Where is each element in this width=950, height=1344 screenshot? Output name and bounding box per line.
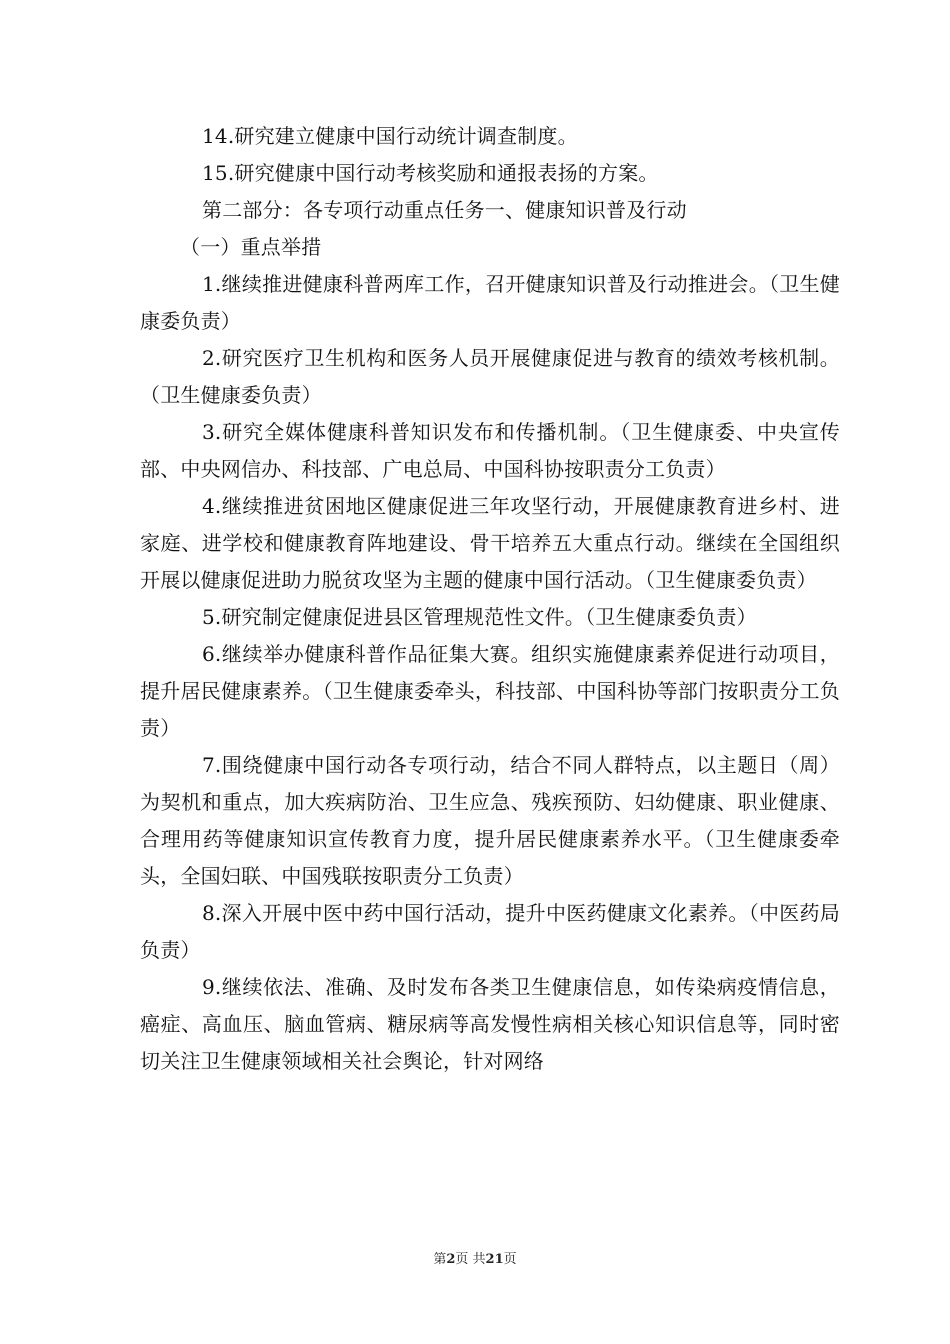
footer-prefix: 第 [433,1252,447,1267]
paragraph-item-15: 15.研究健康中国行动考核奖励和通报表扬的方案。 [202,161,659,185]
measure-item-9: 9.继续依法、准确、及时发布各类卫生健康信息，如传染病疫情信息，癌症、高血压、脑血管病、糖尿病等高发慢性病相关核心知识信息等，同时密切关注卫生健康领域相关社会舆论，针对网络 [140,975,840,1073]
measure-item-2: 2.研究医疗卫生机构和医务人员开展健康促进与教育的绩效考核机制。（卫生健康委负责） [140,346,840,407]
section-heading-part-two: 第二部分：各专项行动重点任务一、健康知识普及行动 [202,198,687,222]
paragraph-item-14: 14.研究建立健康中国行动统计调查制度。 [202,124,578,148]
measure-item-4: 4.继续推进贫困地区健康促进三年攻坚行动，开展健康教育进乡村、进家庭、进学校和健康教育阵地建设、骨干培养五大重点行动。继续在全国组织开展以健康促进助力脱贫攻坚为主题的健康中国行活动。（卫生健康委负责） [140,494,840,592]
footer-page-number: 2 [446,1252,456,1267]
measure-item-7: 7.围绕健康中国行动各专项行动，结合不同人群特点，以主题日（周）为契机和重点，加大疾病防治、卫生应急、残疾预防、妇幼健康、职业健康、合理用药等健康知识宣传教育力度，提升居民健康素养水平。（卫生健康委牵头，全国妇联、中国残联按职责分工负责） [140,753,840,888]
subsection-heading-key-measures: （一）重点举措 [180,235,322,259]
page-footer [0,1248,950,1267]
measure-item-5: 5.研究制定健康促进县区管理规范性文件。（卫生健康委负责） [202,605,757,629]
measure-item-3: 3.研究全媒体健康科普知识发布和传播机制。（卫生健康委、中央宣传部、中央网信办、科技部、广电总局、中国科协按职责分工负责） [140,420,840,481]
footer-middle: 页 共 [455,1252,486,1267]
footer-total-pages: 21 [485,1252,504,1267]
measure-item-1: 1.继续推进健康科普两库工作，召开健康知识普及行动推进会。（卫生健康委负责） [140,272,840,333]
document-body [140,118,840,1080]
measure-item-8: 8.深入开展中医中药中国行活动，提升中医药健康文化素养。（中医药局负责） [140,901,840,962]
footer-suffix: 页 [503,1252,517,1267]
measure-item-6: 6.继续举办健康科普作品征集大赛。组织实施健康素养促进行动项目，提升居民健康素养。（卫生健康委牵头，科技部、中国科协等部门按职责分工负责） [140,642,840,740]
